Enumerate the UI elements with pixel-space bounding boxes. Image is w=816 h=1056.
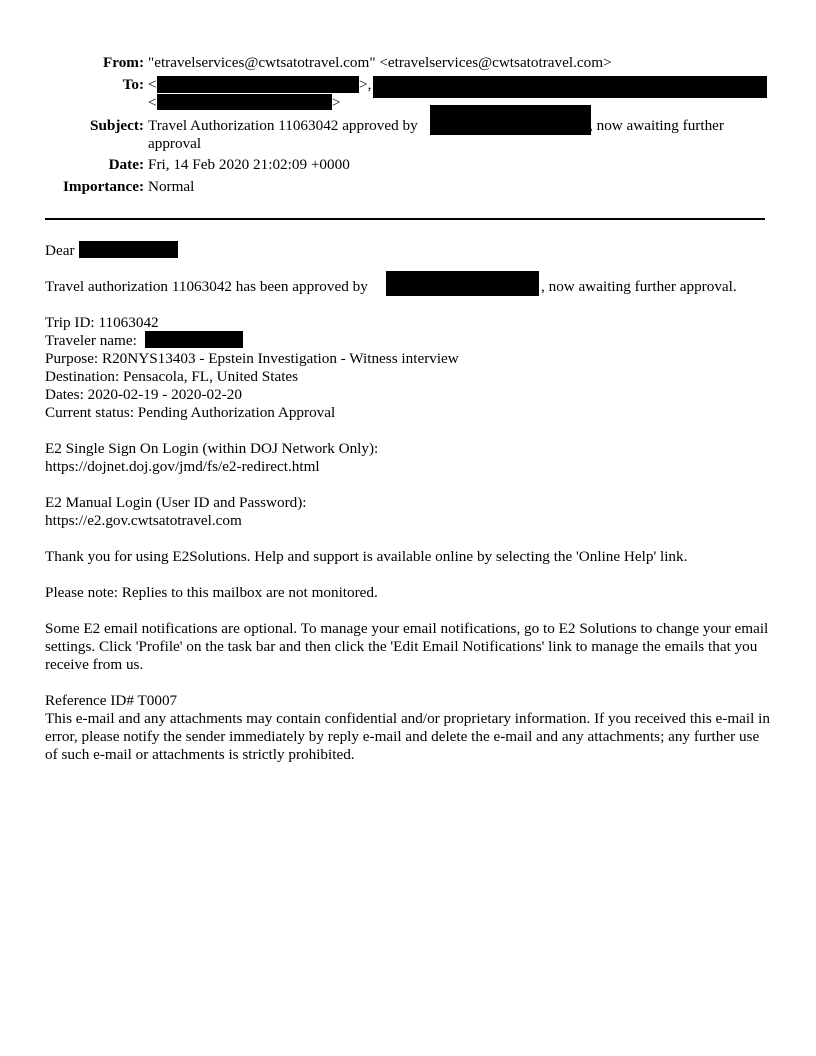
redaction-box (157, 76, 359, 93)
traveler-name-label: Traveler name: (45, 332, 137, 349)
thank-you-text: Thank you for using E2Solutions. Help and support is available online by selecting the 'Online Help' link. (45, 548, 688, 565)
redaction-box (79, 241, 178, 258)
manual-login-heading: E2 Manual Login (User ID and Password): (45, 494, 307, 511)
subject-label: Subject: (90, 117, 144, 134)
redaction-box (430, 105, 591, 135)
dates: Dates: 2020-02-19 - 2020-02-20 (45, 386, 242, 403)
importance-value: Normal (148, 178, 195, 195)
redaction-box (157, 94, 332, 110)
subject-text-part2: , now awaiting further (589, 117, 724, 134)
trip-id: Trip ID: 11063042 (45, 314, 159, 331)
confidentiality-disclaimer: This e-mail and any attachments may contain confidential and/or proprietary information. If you received this e-mail in error, please notify the sender immediately by reply e-mail and delete the e-mail and any attachments; any further use of such e-mail or attachments is strictly prohibited. (45, 710, 770, 763)
reference-id: Reference ID# T0007 (45, 692, 178, 709)
to-open-bracket-2: < (148, 94, 157, 111)
to-label: To: (122, 76, 144, 93)
please-note-text: Please note: Replies to this mailbox are not monitored. (45, 584, 378, 601)
sso-login-url[interactable]: https://dojnet.doj.gov/jmd/fs/e2-redirect.html (45, 458, 320, 475)
destination: Destination: Pensacola, FL, United States (45, 368, 299, 385)
notifications-paragraph: Some E2 email notifications are optional. To manage your email notifications, go to E2 Solutions to change your email settings. Click 'Profile' on the task bar and then click the 'Edit Email Notifications' link to manage the emails that you receive from us. (45, 620, 769, 673)
subject-text-part1: Travel Authorization 11063042 approved by (148, 117, 418, 134)
from-value: "etravelservices@cwtsatotravel.com" <etravelservices@cwtsatotravel.com> (148, 54, 612, 71)
from-label: From: (102, 54, 144, 71)
importance-label: Importance: (63, 178, 144, 195)
to-open-bracket-1: < (148, 76, 157, 93)
current-status: Current status: Pending Authorization Approval (45, 404, 336, 421)
date-value: Fri, 14 Feb 2020 21:02:09 +0000 (148, 156, 350, 173)
approval-text-part1: Travel authorization 11063042 has been approved by (45, 278, 368, 295)
subject-text-line2: approval (148, 135, 202, 152)
header-divider (45, 218, 765, 220)
to-close-bracket-2: > (332, 94, 341, 111)
redaction-box (145, 331, 243, 348)
greeting: Dear (45, 242, 75, 259)
to-close-bracket-1: >, (359, 76, 372, 93)
purpose: Purpose: R20NYS13403 - Epstein Investigation - Witness interview (45, 350, 459, 367)
manual-login-url[interactable]: https://e2.gov.cwtsatotravel.com (45, 512, 242, 529)
approval-text-part2: , now awaiting further approval. (541, 278, 737, 295)
sso-login-heading: E2 Single Sign On Login (within DOJ Network Only): (45, 440, 379, 457)
redaction-box (373, 76, 767, 98)
date-label: Date: (108, 156, 144, 173)
redaction-box (386, 271, 539, 296)
